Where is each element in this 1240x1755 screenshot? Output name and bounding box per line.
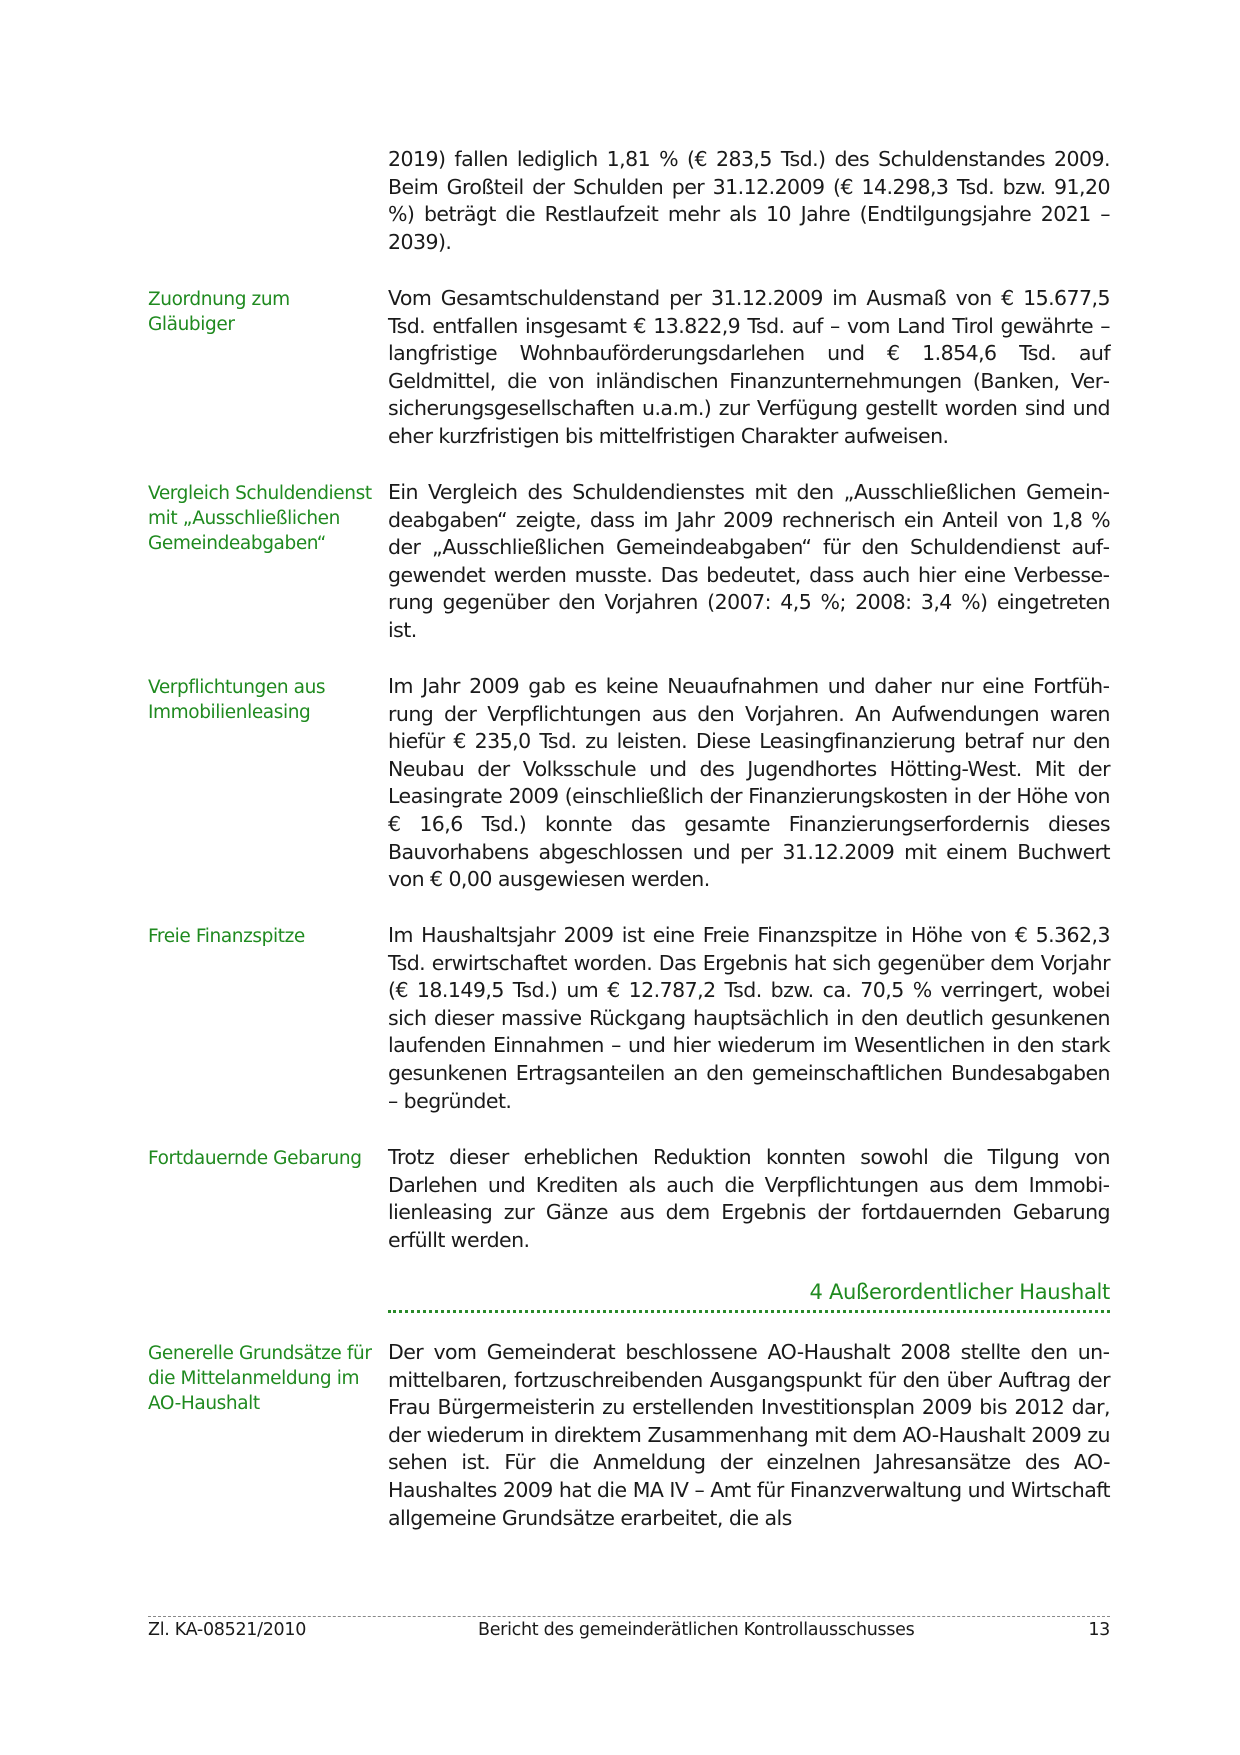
margin-note: Fortdauernde Gebarung	[148, 1148, 362, 1169]
section-paragraph	[388, 1339, 1110, 1532]
margin-note: Zuordnung zum Gläubiger	[148, 289, 290, 335]
section-paragraph	[388, 479, 1110, 645]
margin-note: Freie Finanzspitze	[148, 926, 305, 947]
section-paragraph	[388, 1144, 1110, 1254]
paragraph-text: Im Haushaltsjahr 2009 ist eine Freie Finanzspitze in Höhe von € 5.362,3 Tsd. erwirtschaftet worden. Das Ergebnis hat sich gegenüber dem Vorjahr (€ 18.149,5 Tsd.) um € 12.787,2 Tsd. bzw. ca. 70,5 % verringert, wobei sich dieser massive Rückgang hauptsächlich in den deutlich gesunkenen laufenden Einnahmen – und hier wiederum im Wesentlichen in den stark gesunkenen Ertragsanteilen an den gemeinschaftlichen Bundesabgaben – begründet.	[388, 923, 1110, 1113]
footer-divider	[148, 1616, 1110, 1617]
section-paragraph	[388, 285, 1110, 451]
section-paragraph	[388, 673, 1110, 894]
section-paragraph	[388, 922, 1110, 1115]
margin-note: Vergleich Schuldendienst mit „Ausschließlichen Gemeindeabgaben“	[148, 483, 372, 554]
paragraph-text: 2019) fallen lediglich 1,81 % (€ 283,5 Tsd.) des Schuldenstandes 2009. Beim Großteil der Schulden per 31.12.2009 (€ 14.298,3 Tsd. bzw. 91,20 %) beträgt die Restlaufzeit mehr als 10 Jahre (Endtilgungsjahre 2021 – 2039).	[388, 147, 1110, 254]
margin-note: Generelle Grundsätze für die Mittelanmeldung im AO-Haushalt	[148, 1343, 372, 1414]
paragraph-text: Trotz dieser erheblichen Reduktion konnten sowohl die Tilgung von Darlehen und Krediten als auch die Verpflichtungen aus dem Immobilienleasing zur Gänze aus dem Ergebnis der fortdauernden Gebarung erfüllt werden.	[388, 1145, 1110, 1252]
margin-note: Verpflichtungen aus Immobilienleasing	[148, 677, 326, 723]
footer-reference: Zl. KA-08521/2010	[148, 1620, 307, 1640]
paragraph-text: Der vom Gemeinderat beschlossene AO-Haushalt 2008 stellte den unmittelbaren, fortzuschreibenden Ausgangspunkt für den über Auftrag der Frau Bürgermeisterin zu erstellenden Investitionsplan 2009 bis 2012 dar, der wiederum in direktem Zusammenhang mit dem AO-Haushalt 2009 zu sehen ist. Für die Anmeldung der einzelnen Jahresansätze des AO-Haushaltes 2009 hat die MA IV – Amt für Finanzverwaltung und Wirtschaft allgemeine Grundsätze erarbeitet, die als	[388, 1340, 1110, 1530]
page-number: 13	[1088, 1620, 1110, 1640]
footer-title: Bericht des gemeinderätlichen Kontrollausschusses	[478, 1620, 915, 1640]
heading-divider	[388, 1310, 1110, 1313]
paragraph-text: Ein Vergleich des Schuldendienstes mit den „Ausschließlichen Gemeindeabgaben“ zeigte, dass im Jahr 2009 rechnerisch ein Anteil von 1,8 % der „Ausschließlichen Gemeindeabgaben“ für den Schuldendienst aufgewendet werden musste. Das bedeutet, dass auch hier eine Verbesserung gegenüber den Vorjahren (2007: 4,5 %; 2008: 3,4 %) eingetreten ist.	[388, 480, 1110, 642]
paragraph-text: Vom Gesamtschuldenstand per 31.12.2009 im Ausmaß von € 15.677,5 Tsd. entfallen insgesamt € 13.822,9 Tsd. auf – vom Land Tirol gewährte – langfristige Wohnbauförderungsdarlehen und € 1.854,6 Tsd. auf Geldmittel, die von inländischen Finanzunternehmungen (Banken, Versicherungsgesellschaften u.a.m.) zur Verfügung gestellt worden sind und eher kurzfristigen bis mittelfristigen Charakter aufweisen.	[388, 286, 1110, 448]
intro-paragraph	[388, 146, 1110, 256]
chapter-heading: 4 Außerordentlicher Haushalt	[809, 1280, 1110, 1304]
paragraph-text: Im Jahr 2009 gab es keine Neuaufnahmen und daher nur eine Fortführung der Verpflichtungen aus den Vorjahren. An Aufwendungen waren hiefür € 235,0 Tsd. zu leisten. Diese Leasingfinanzierung betraf nur den Neubau der Volksschule und des Jugendhortes Hötting-West. Mit der Leasingrate 2009 (einschließlich der Finanzierungskosten in der Höhe von € 16,6 Tsd.) konnte das gesamte Finanzierungserfordernis dieses Bauvorhabens abgeschlossen und per 31.12.2009 mit einem Buchwert von € 0,00 ausgewiesen werden.	[388, 674, 1110, 892]
